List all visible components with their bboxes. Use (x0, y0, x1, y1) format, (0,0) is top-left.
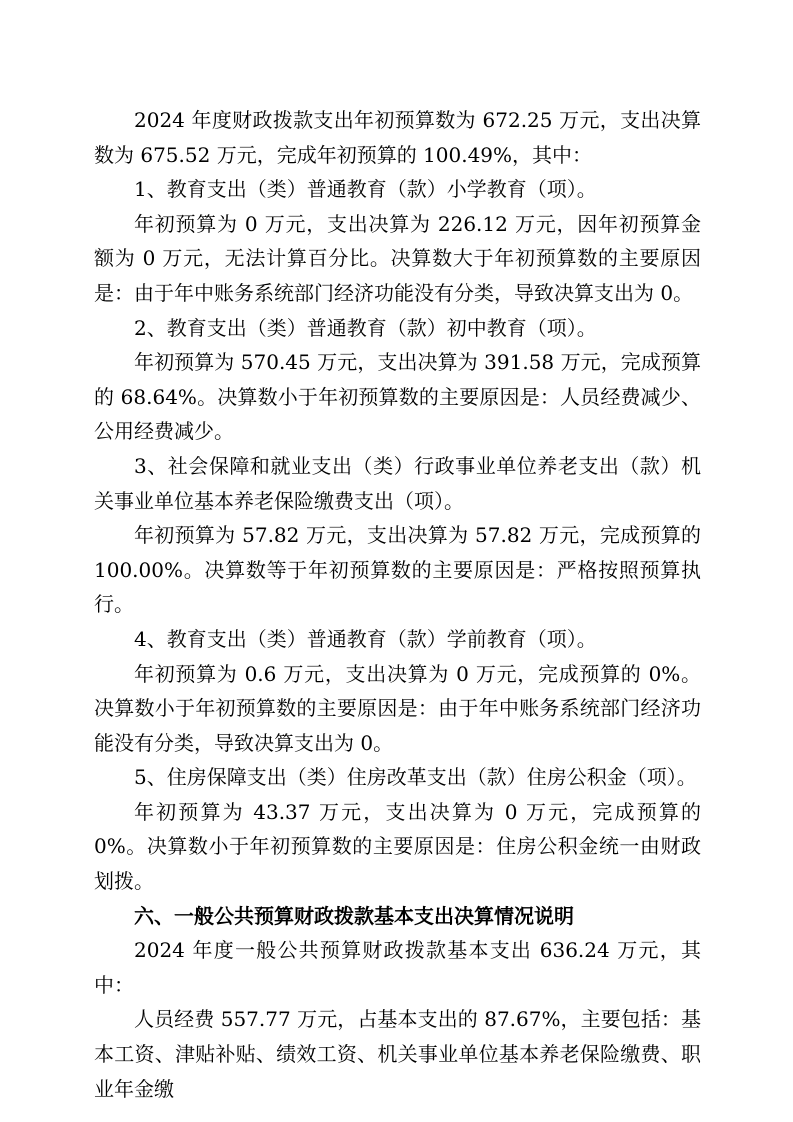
paragraph-item-4-detail: 年初预算为 0.6 万元，支出决算为 0 万元，完成预算的 0%。决算数小于年初预算数的主要原因是：由于年中账务系统部门经济功能没有分类，导致决算支出为 0。 (94, 661, 701, 755)
paragraph-item-5-detail: 年初预算为 43.37 万元，支出决算为 0 万元，完成预算的 0%。决算数小于年初预算数的主要原因是：住房公积金统一由财政划拨。 (94, 799, 701, 894)
paragraph-personnel-expenses: 人员经费 557.77 万元，占基本支出的 87.67%，主要包括：基本工资、津贴补贴、绩效工资、机关事业单位基本养老保险缴费、职业年金缴 (94, 1007, 701, 1101)
paragraph-item-2-title: 2、教育支出（类）普通教育（款）初中教育（项）。 (134, 315, 597, 340)
paragraph-item-3-title: 3、社会保障和就业支出（类）行政事业单位养老支出（款）机关事业单位基本养老保险缴费支出（项）。 (94, 453, 701, 513)
document-body (94, 103, 701, 1106)
paragraph-item-3-detail: 年初预算为 57.82 万元，支出决算为 57.82 万元，完成预算的 100.00%。决算数等于年初预算数的主要原因是：严格按照预算执行。 (94, 523, 701, 617)
paragraph-item-1-detail: 年初预算为 0 万元，支出决算为 226.12 万元，因年初预算金额为 0 万元，无法计算百分比。决算数大于年初预算数的主要原因是：由于年中账务系统部门经济功能没有分类，导致决算支出为 0。 (94, 211, 701, 305)
paragraph-item-4-title: 4、教育支出（类）普通教育（款）学前教育（项）。 (134, 626, 597, 651)
paragraph-basic-expenditure-summary: 2024 年度一般公共预算财政拨款基本支出 636.24 万元，其中： (94, 938, 701, 997)
paragraph-item-1-title: 1、教育支出（类）普通教育（款）小学教育（项）。 (134, 177, 597, 202)
paragraph-item-2-detail: 年初预算为 570.45 万元，支出决算为 391.58 万元，完成预算的 68.64%。决算数小于年初预算数的主要原因是：人员经费减少、公用经费减少。 (94, 350, 701, 444)
paragraph-item-5-title: 5、住房保障支出（类）住房改革支出（款）住房公积金（项）。 (134, 765, 697, 790)
paragraph-summary-expenditure: 2024 年度财政拨款支出年初预算数为 672.25 万元，支出决算数为 675.52 万元，完成年初预算的 100.49%，其中： (94, 108, 701, 167)
section-heading-basic-expenditure: 六、一般公共预算财政拨款基本支出决算情况说明 (134, 903, 574, 928)
